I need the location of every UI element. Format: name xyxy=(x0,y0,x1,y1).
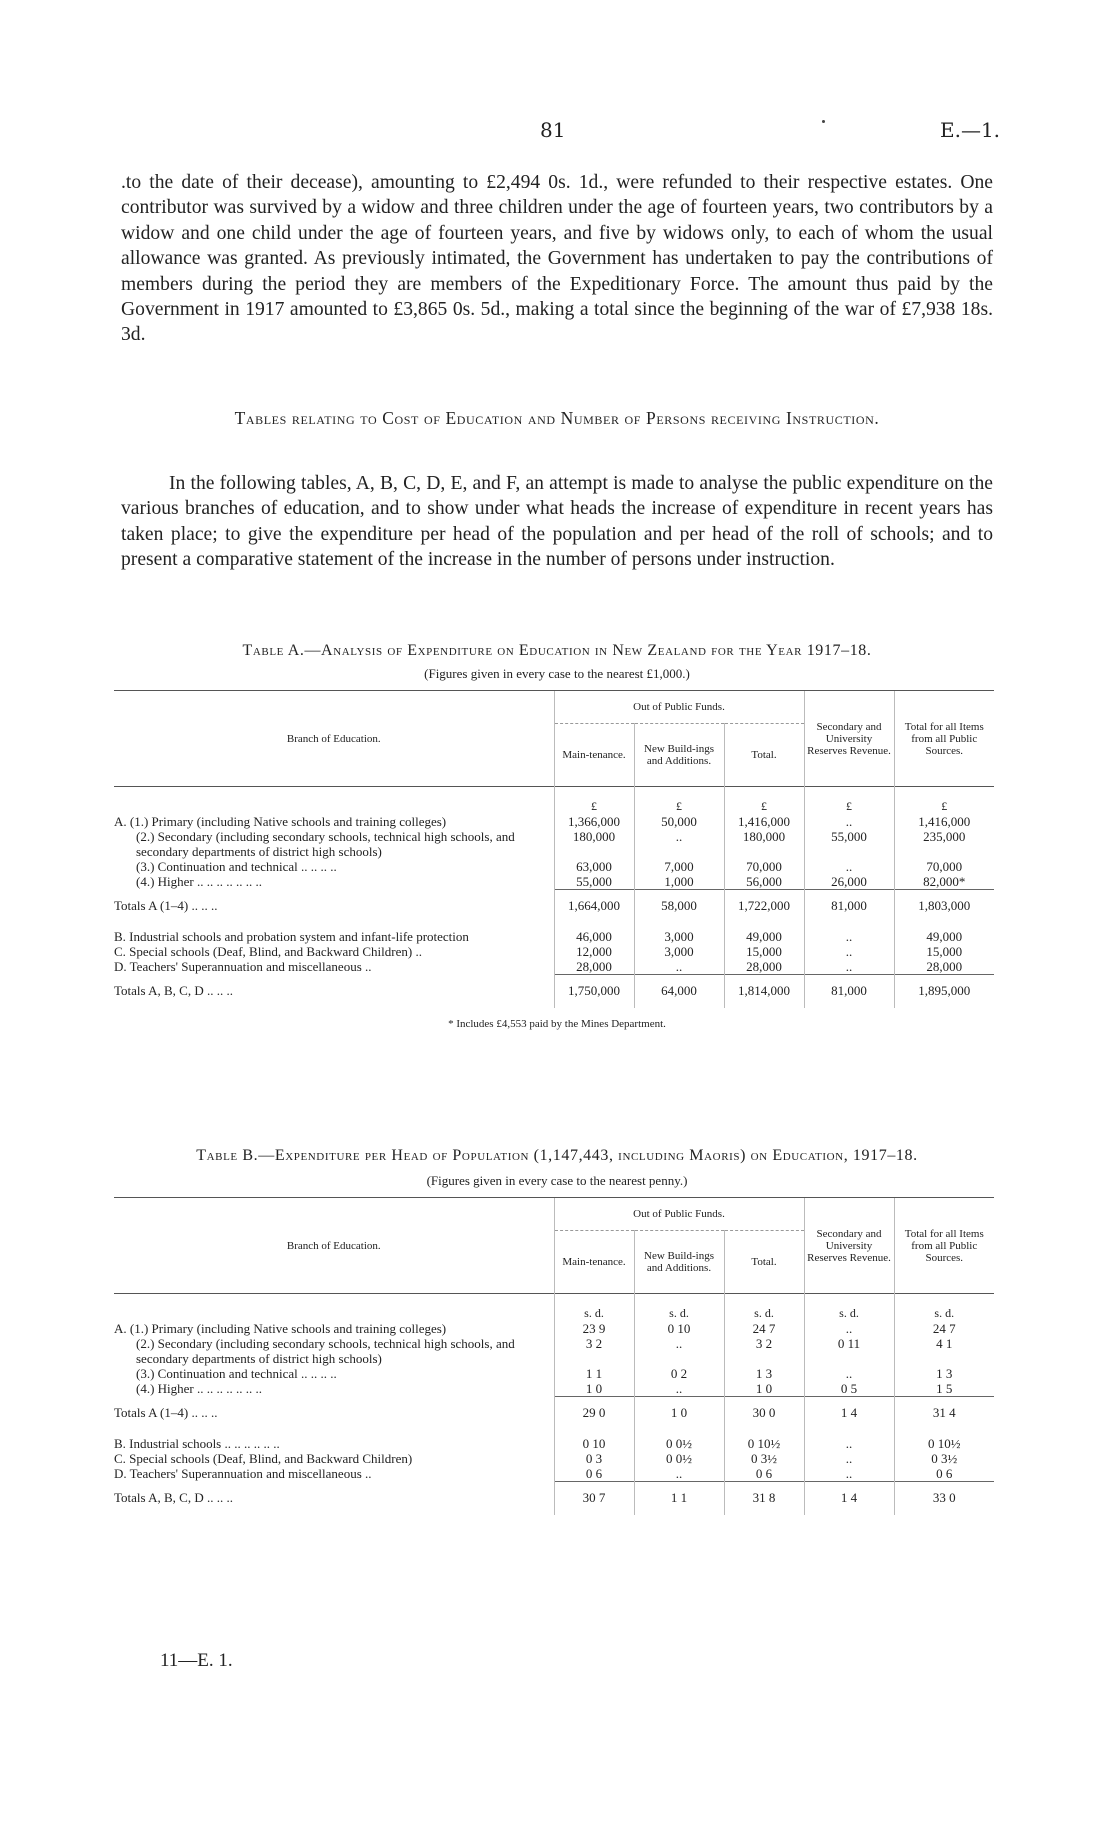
cell-value: .. xyxy=(804,1366,894,1381)
total-value: 31 8 xyxy=(724,1482,804,1516)
table-row xyxy=(114,1466,994,1482)
cell-value: 4 1 xyxy=(894,1336,994,1366)
cell-value: 15,000 xyxy=(894,944,994,959)
cell-value: 0 10 xyxy=(554,1430,634,1451)
table-row xyxy=(114,1321,994,1336)
table-row xyxy=(114,975,994,1009)
cell-value: 15,000 xyxy=(724,944,804,959)
cell-value: 70,000 xyxy=(724,859,804,874)
cell-value: 0 6 xyxy=(894,1466,994,1482)
cell-value: 49,000 xyxy=(724,923,804,944)
row-label: (3.) Continuation and technical .. .. .. .. xyxy=(136,1366,337,1381)
section-heading: Tables relating to Cost of Education and Number of Persons receiving Instruction. xyxy=(234,408,880,428)
cell-value: 3 2 xyxy=(724,1336,804,1366)
unit-label: £ xyxy=(634,787,724,815)
table-row xyxy=(114,1430,994,1451)
total-value: 64,000 xyxy=(634,975,724,1009)
total-label: Totals A, B, C, D .. .. .. xyxy=(114,1489,233,1505)
col-secondary-reserves: Secondary and University Reserves Revenue. xyxy=(804,691,894,787)
total-value: 30 7 xyxy=(554,1482,634,1516)
subtotal-value: 58,000 xyxy=(634,890,724,924)
cell-value: 0 0½ xyxy=(634,1451,724,1466)
unit-label: s. d. xyxy=(554,1294,634,1322)
subtotal-value: 31 4 xyxy=(894,1397,994,1431)
cell-value: 0 10½ xyxy=(724,1430,804,1451)
cell-value: 0 2 xyxy=(634,1366,724,1381)
table-row xyxy=(114,890,994,924)
cell-value: .. xyxy=(804,959,894,975)
cell-value: 70,000 xyxy=(894,859,994,874)
unit-label: £ xyxy=(724,787,804,815)
table-b-subcaption: (Figures given in every case to the nearest penny.) xyxy=(426,1173,688,1188)
table-row xyxy=(114,1482,994,1516)
cell-value: 3,000 xyxy=(634,923,724,944)
table-row xyxy=(114,923,994,944)
cell-value: 56,000 xyxy=(724,874,804,890)
cell-value: .. xyxy=(804,1451,894,1466)
cell-value: 235,000 xyxy=(894,829,994,859)
print-mark xyxy=(822,120,825,123)
cell-value: 0 6 xyxy=(724,1466,804,1482)
col-maintenance: Main-tenance. xyxy=(554,1231,634,1294)
row-label: D. Teachers' Superannuation and miscellaneous .. xyxy=(114,1466,372,1481)
row-label: A. (1.) Primary (including Native schools and training colleges) xyxy=(114,1321,447,1336)
col-total: Total. xyxy=(724,1231,804,1294)
unit-label: s. d. xyxy=(804,1294,894,1322)
table-b xyxy=(114,1197,994,1515)
total-label: Totals A, B, C, D .. .. .. xyxy=(114,982,233,998)
cell-value: .. xyxy=(804,944,894,959)
total-value: 81,000 xyxy=(804,975,894,1009)
table-a-footnote: * Includes £4,553 paid by the Mines Department. xyxy=(448,1018,666,1030)
cell-value: .. xyxy=(804,859,894,874)
cell-value: 0 3½ xyxy=(724,1451,804,1466)
table-b-body xyxy=(114,1294,994,1516)
row-label: D. Teachers' Superannuation and miscellaneous .. xyxy=(114,959,372,974)
cell-value: .. xyxy=(804,923,894,944)
col-maintenance: Main-tenance. xyxy=(554,724,634,787)
total-value: 1,814,000 xyxy=(724,975,804,1009)
cell-value: 24 7 xyxy=(894,1321,994,1336)
row-label: (2.) Secondary (including secondary schools, technical high schools, and secondary departments of district high schools) xyxy=(136,829,515,859)
unit-label: £ xyxy=(804,787,894,815)
cell-value: 1,000 xyxy=(634,874,724,890)
cell-value: 3 2 xyxy=(554,1336,634,1366)
empty-cell xyxy=(114,1294,554,1322)
cell-value: 180,000 xyxy=(724,829,804,859)
cell-value: 1,366,000 xyxy=(554,814,634,829)
cell-value: .. xyxy=(804,1430,894,1451)
unit-label: s. d. xyxy=(894,1294,994,1322)
subtotal-value: 1,722,000 xyxy=(724,890,804,924)
cell-value: 3,000 xyxy=(634,944,724,959)
cell-value: 0 5 xyxy=(804,1381,894,1397)
cell-value: .. xyxy=(634,959,724,975)
row-label: C. Special schools (Deaf, Blind, and Backward Children) .. xyxy=(114,944,422,959)
cell-value: 28,000 xyxy=(894,959,994,975)
unit-label: s. d. xyxy=(634,1294,724,1322)
subtotal-value: 81,000 xyxy=(804,890,894,924)
document-reference: E.—1. xyxy=(940,118,1001,142)
col-total-all: Total for all Items from all Public Sources. xyxy=(894,691,994,787)
cell-value: 7,000 xyxy=(634,859,724,874)
subtotal-value: 29 0 xyxy=(554,1397,634,1431)
table-a-caption: Table A.—Analysis of Expenditure on Education in New Zealand for the Year 1917–18. xyxy=(242,642,872,659)
col-total-all: Total for all Items from all Public Sources. xyxy=(894,1198,994,1294)
cell-value: 1 3 xyxy=(894,1366,994,1381)
col-secondary-reserves: Secondary and University Reserves Revenue. xyxy=(804,1198,894,1294)
total-value: 1 4 xyxy=(804,1482,894,1516)
subtotal-value: 1 0 xyxy=(634,1397,724,1431)
cell-value: .. xyxy=(804,1321,894,1336)
table-row xyxy=(114,1366,994,1381)
col-branch: Branch of Education. xyxy=(114,1198,554,1294)
unit-label: £ xyxy=(554,787,634,815)
table-row xyxy=(114,829,994,859)
paragraph-tables-intro: In the following tables, A, B, C, D, E, and F, an attempt is made to analyse the public expenditure on the various branches of education, and to show under what heads the increase of expenditure in recent years has taken place; to give the expenditure per head of the population and per head of the roll of schools; and to present a comparative statement of the increase in the number of persons under instruction. xyxy=(121,473,993,571)
cell-value: 0 10 xyxy=(634,1321,724,1336)
table-row xyxy=(114,859,994,874)
unit-label: £ xyxy=(894,787,994,815)
row-label: B. Industrial schools .. .. .. .. .. .. xyxy=(114,1436,280,1451)
cell-value: .. xyxy=(804,1466,894,1482)
cell-value: 1 5 xyxy=(894,1381,994,1397)
cell-value: .. xyxy=(634,829,724,859)
row-label: (3.) Continuation and technical .. .. .. .. xyxy=(136,859,337,874)
paragraph-superannuation: .to the date of their decease), amounting to £2,494 0s. 1d., were refunded to their respective estates. One contributor was survived by a widow and three children under the age of fourteen years, two contributors by a widow and one child under the age of fourteen years, and five by widows only, to each of whom the usual allowance was granted. As previously intimated, the Government has undertaken to pay the contributions of members during the period they are members of the Expeditionary Force. The amount thus paid by the Government in 1917 amounted to £3,865 0s. 5d., making a total since the beginning of the war of £7,938 18s. 3d. xyxy=(121,172,993,346)
table-row xyxy=(114,1294,994,1322)
col-new-buildings: New Build-ings and Additions. xyxy=(634,1231,724,1294)
table-row xyxy=(114,1397,994,1431)
cell-value: 82,000* xyxy=(894,874,994,890)
cell-value: 0 11 xyxy=(804,1336,894,1366)
row-label: (4.) Higher .. .. .. .. .. .. .. xyxy=(136,1381,263,1396)
col-branch: Branch of Education. xyxy=(114,691,554,787)
table-row xyxy=(114,874,994,890)
cell-value: .. xyxy=(634,1381,724,1397)
cell-value: 1 3 xyxy=(724,1366,804,1381)
row-label: (2.) Secondary (including secondary schools, technical high schools, and secondary departments of district high schools) xyxy=(136,1336,515,1366)
cell-value: 1 0 xyxy=(554,1381,634,1397)
cell-value: 63,000 xyxy=(554,859,634,874)
cell-value: 0 3 xyxy=(554,1451,634,1466)
cell-value: 0 0½ xyxy=(634,1430,724,1451)
subtotal-label: Totals A (1–4) .. .. .. xyxy=(114,897,218,913)
col-new-buildings: New Build-ings and Additions. xyxy=(634,724,724,787)
cell-value: 46,000 xyxy=(554,923,634,944)
row-label: (4.) Higher .. .. .. .. .. .. .. xyxy=(136,874,263,889)
col-public-funds: Out of Public Funds. xyxy=(554,1198,804,1231)
page-number: 81 xyxy=(540,118,566,142)
subtotal-value: 30 0 xyxy=(724,1397,804,1431)
total-value: 1,750,000 xyxy=(554,975,634,1009)
row-label: A. (1.) Primary (including Native schools and training colleges) xyxy=(114,814,447,829)
cell-value: .. xyxy=(634,1466,724,1482)
cell-value: 23 9 xyxy=(554,1321,634,1336)
cell-value: 0 3½ xyxy=(894,1451,994,1466)
cell-value: 1,416,000 xyxy=(894,814,994,829)
subtotal-label: Totals A (1–4) .. .. .. xyxy=(114,1404,218,1420)
table-a-body xyxy=(114,787,994,1009)
cell-value: .. xyxy=(634,1336,724,1366)
table-row xyxy=(114,814,994,829)
unit-label: s. d. xyxy=(724,1294,804,1322)
table-row xyxy=(114,787,994,815)
table-row xyxy=(114,959,994,975)
subtotal-value: 1 4 xyxy=(804,1397,894,1431)
cell-value: 49,000 xyxy=(894,923,994,944)
cell-value: 28,000 xyxy=(554,959,634,975)
table-row xyxy=(114,1336,994,1366)
subtotal-value: 1,664,000 xyxy=(554,890,634,924)
table-row xyxy=(114,1381,994,1397)
cell-value: 28,000 xyxy=(724,959,804,975)
cell-value: 26,000 xyxy=(804,874,894,890)
cell-value: 1 0 xyxy=(724,1381,804,1397)
cell-value: 0 6 xyxy=(554,1466,634,1482)
cell-value: 55,000 xyxy=(804,829,894,859)
cell-value: 0 10½ xyxy=(894,1430,994,1451)
col-total: Total. xyxy=(724,724,804,787)
table-a-subcaption: (Figures given in every case to the nearest £1,000.) xyxy=(424,666,690,681)
page-footer: 11—E. 1. xyxy=(160,1650,233,1671)
total-value: 33 0 xyxy=(894,1482,994,1516)
cell-value: 1 1 xyxy=(554,1366,634,1381)
empty-cell xyxy=(114,787,554,815)
cell-value: 12,000 xyxy=(554,944,634,959)
row-label: B. Industrial schools and probation system and infant-life protection xyxy=(114,929,469,944)
cell-value: 1,416,000 xyxy=(724,814,804,829)
row-label: C. Special schools (Deaf, Blind, and Backward Children) xyxy=(114,1451,413,1466)
cell-value: .. xyxy=(804,814,894,829)
col-public-funds: Out of Public Funds. xyxy=(554,691,804,724)
cell-value: 55,000 xyxy=(554,874,634,890)
cell-value: 50,000 xyxy=(634,814,724,829)
table-b-caption: Table B.—Expenditure per Head of Population (1,147,443, including Maoris) on Education, 1917–18. xyxy=(196,1147,918,1164)
table-row xyxy=(114,944,994,959)
cell-value: 24 7 xyxy=(724,1321,804,1336)
total-value: 1,895,000 xyxy=(894,975,994,1009)
subtotal-value: 1,803,000 xyxy=(894,890,994,924)
cell-value: 180,000 xyxy=(554,829,634,859)
table-a xyxy=(114,690,994,1008)
total-value: 1 1 xyxy=(634,1482,724,1516)
table-row xyxy=(114,1451,994,1466)
